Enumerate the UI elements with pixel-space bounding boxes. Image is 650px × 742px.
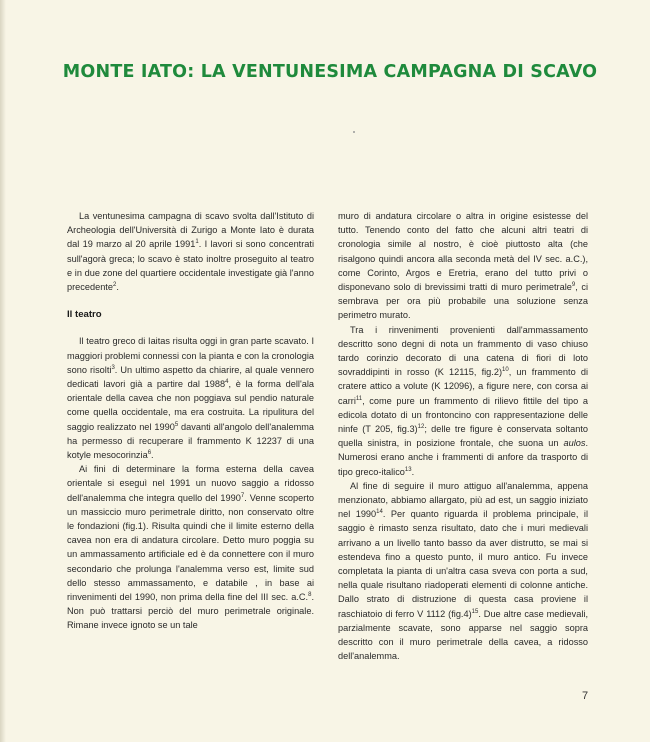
footnote-ref: 14	[376, 509, 383, 516]
theatre-paragraph-1: Il teatro greco di Iaitas risulta oggi in gran parte scavato. I maggiori problemi connessi con la pianta e con la cronologia sono risolti$^3$. Un ultimo aspetto da chiarire, al quale vennero dedicati lavori già a partire dal 1988$^4$, è la forma dell'ala orientale della cavea che non poggiava sul pendio naturale come quella occidentale, ma era costruita. La ripulitura del saggio realizzato nel 1990$^5$ davanti all'angolo dell'analemma ha permesso di recuperare il frammento K 12237 di una kotyle mesocorinzia$^6$.	[67, 336, 314, 461]
footnote-ref: 8	[308, 592, 312, 599]
section-heading: Il teatro	[67, 309, 102, 321]
footnote-ref: 2	[112, 281, 117, 288]
footnote-ref: 4	[225, 378, 229, 385]
article-title: MONTE IATO: LA VENTUNESIMA CAMPAGNA DI SCAVO	[62, 62, 598, 82]
finds-paragraph: Tra i rinvenimenti provenienti dall'ammassamento descritto sono degni di nota un frammento di vaso chiuso tardo corinzio decorato di una catena di fiori di loto sovraddipinti in rosso (K 12115, fig.2)$^{10}$, un frammento di cratere attico a volute (K 12096), a figure nere, con corsa ai carri$^{11}$, come pure un frammento di rilievo fittile del tipo a edicola dotato di un frontoncino con rappresentazione delle ninfe (T 205, fig.3)$^{12}$; delle tre figure è conservata soltanto quella sinistra, in posizione frontale, che suona un aulos. Numerosi erano anche i frammenti di anfore da trasporto di tipo greco-italico$^{13}$.	[338, 324, 588, 477]
excavation-paragraph: Al fine di seguire il muro attiguo all'analemma, appena menzionato, abbiamo allargato, più ad est, un saggio iniziato nel 1990$^{14}$. Per quanto riguarda il problema principale, il saggio è rimasto senza risultato, dato che i muri medievali arrivano a un livello tanto basso da aver distrutto, se mai si estendeva fino a questo punto, il muro antico. Fu invece completata la pianta di un'altra casa sveva con porta a sud, nella quale risultano riadoperati elementi di colonne antiche. Dallo strato di distruzione di questa casa proviene il raschiatoio di ferro V 1112 $(fig.4)^{15}$. Due altre case medievali, parzialmente scavate, sono apparse nel saggio sopra descritto con il muro perimetrale della cavea, a ridosso dell'analemma.	[338, 480, 589, 662]
continued-paragraph: muro di andatura circolare o altra in origine esistesse del tutto. Tenendo conto del fatto che alcuni altri teatri di cronologia simile al nostro, è cioè piuttosto alta (che risalgono quindi ancora alla seconda metà del IV sec. a.C.), come Corinto, Argos e Eretria, erano del tutto privi o disponevano solo di brevissimi tratti di muro perimetrale$^9$, ci sembrava per ora più probabile una soluzione senza perimetro murato.	[338, 211, 588, 321]
footnote-ref: 1	[195, 239, 199, 246]
italic-term: aulos	[563, 438, 586, 449]
page-number: 7	[582, 690, 589, 702]
footnote-ref: 7	[240, 492, 245, 499]
theatre-paragraph-2: Ai fini di determinare la forma esterna della cavea orientale si eseguì nel 1991 un nuovo saggio a ridosso dell'analemma che integra quello del 1990$^7$. Venne scoperto un massiccio muro perimetrale diritto, non conservato oltre le fondazioni (fig.1). Risulta quindi che il limite esterno della cavea non era di andatura circolare. Detto muro poggia su un ammassamento artificiale ed è da connettere con il muro secondario che prolunga l'analemma verso est, limite sud dello stesso ammassamento, e databile , in base ai rinvenimenti del 1990, non prima della fine del III sec. a.C.$^8$. Non può trattarsi perciò del muro perimetrale originale. Rimane invece ignoto se un tale	[67, 464, 314, 631]
left-column	[67, 209, 314, 633]
footnote-ref: 11	[355, 395, 363, 402]
footnote-ref: 15	[471, 608, 479, 615]
footnote-ref: 13	[404, 466, 412, 473]
footnote-ref: 3	[111, 364, 115, 371]
intro-paragraph: La ventunesima campagna di scavo svolta dall'Istituto di Archeologia dell'Università di Zurigo a Monte Iato è durata dal 19 marzo al 20 aprile 1991$^1$. I lavori si sono concentrati sull'agorà greca; lo scavo è stato inoltre proseguito al teatro e in due zone del quartiere occidentale investigate già l'anno precedente$^2$.	[67, 211, 314, 293]
footnote-ref: 5	[174, 421, 179, 428]
binding-shadow	[0, 0, 6, 742]
right-column	[338, 209, 588, 664]
footnote-ref: 6	[147, 449, 152, 456]
footnote-ref: 9	[571, 281, 576, 288]
footnote-ref: 12	[417, 423, 425, 430]
paper-speck	[353, 131, 355, 133]
footnote-ref: 10	[502, 367, 509, 374]
